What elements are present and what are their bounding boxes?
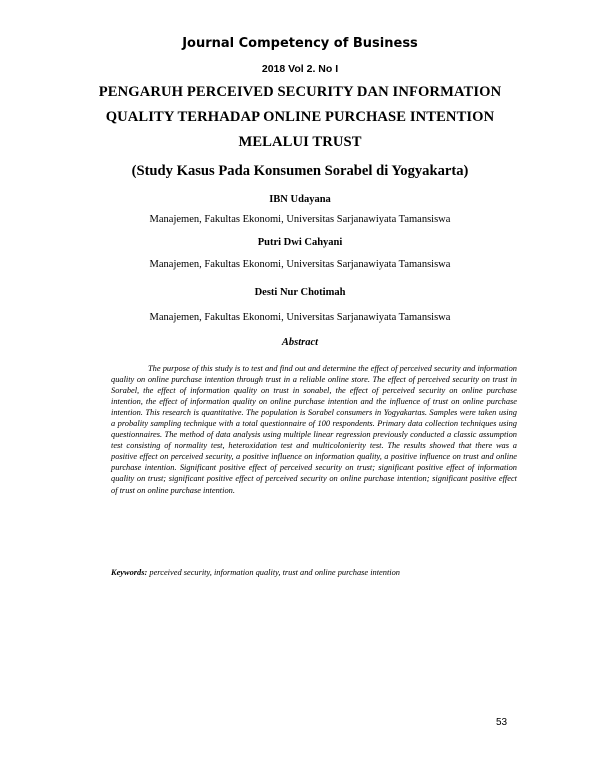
title-line-3: MELALUI TRUST — [238, 134, 362, 150]
page-number: 53 — [496, 717, 508, 728]
author-affiliation: Manajemen, Fakultas Ekonomi, Universitas Sarjanawiyata Tamansiswa — [149, 312, 451, 323]
keywords-label: Keywords: — [111, 568, 148, 577]
title-line-1: PENGARUH PERCEIVED SECURITY DAN INFORMATION — [98, 84, 502, 100]
keywords — [111, 568, 531, 577]
author-affiliation: Manajemen, Fakultas Ekonomi, Universitas Sarjanawiyata Tamansiswa — [149, 214, 451, 225]
title-line-2: QUALITY TERHADAP ONLINE PURCHASE INTENTION — [105, 109, 495, 125]
author-affiliation: Manajemen, Fakultas Ekonomi, Universitas Sarjanawiyata Tamansiswa — [149, 259, 451, 270]
author-name: IBN Udayana — [269, 194, 331, 205]
volume-info: 2018 Vol 2. No I — [261, 63, 339, 75]
keywords-text: perceived security, information quality, trust and online purchase intention — [149, 568, 400, 577]
journal-name: Journal Competency of Business — [182, 36, 418, 51]
author-name: Putri Dwi Cahyani — [257, 237, 343, 248]
abstract-heading: Abstract — [281, 337, 319, 348]
subtitle: (Study Kasus Pada Konsumen Sorabel di Yogyakarta) — [131, 163, 469, 179]
author-name: Desti Nur Chotimah — [254, 287, 346, 298]
abstract-text: The purpose of this study is to test and find out and determine the effect of perceived security and information quality on online purchase intention through trust in a reliable online store. The effect of perceived security on trust in Sorabel, the effect of information quality on trust in sonabel, the effect of perceived security on online purchase intention, the effect of information quality on online purchase intention and the influence of trust on online purchase intention. This research is quantitative. The population is Sorabel consumers in Yogyakartas. Samples were taken using a probality sampling technique with a total questionnaire of 100 respondents. Primary data collection techniques using questionnaires. The method of data analysis using multiple linear regression previously conducted a classic assumption test consisting of normality test, heteroxidation test and multicolonierity test. The results showed that there was a positive effect on perceived security, a positive influence on information quality, a positive influence on trust and online purchase intention. Significant positive effect of perceived security on trust; significant positive effect of information quality on trust; significant positive effect of perceived security on online purchase intention; significant positive effect of trust on online purchase intention. — [111, 364, 517, 495]
